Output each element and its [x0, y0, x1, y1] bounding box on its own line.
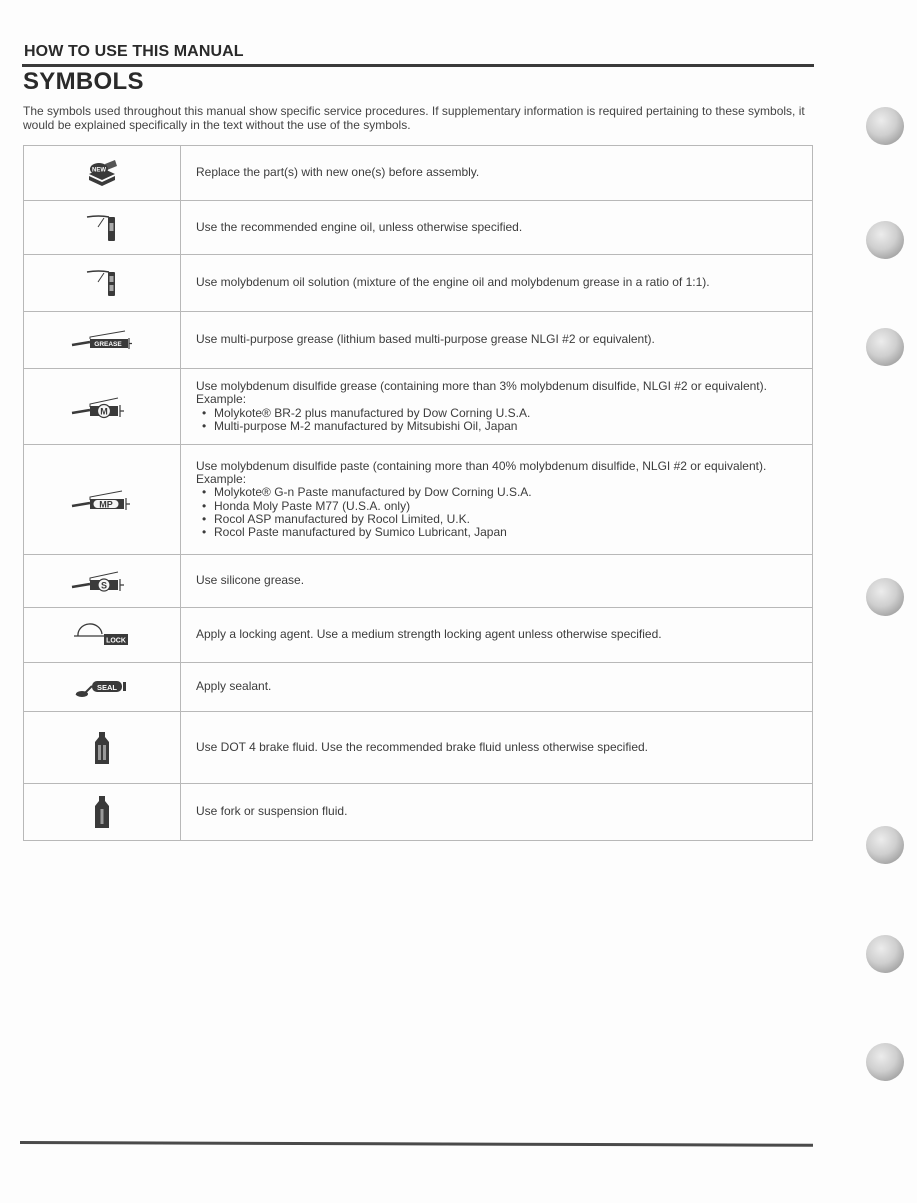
- icon-cell: [24, 255, 181, 312]
- svg-text:LOCK: LOCK: [106, 637, 126, 645]
- symbol-description: Apply a locking agent. Use a medium strength locking agent unless otherwise specified.: [181, 608, 813, 663]
- symbol-description: Use molybdenum disulfide grease (containing more than 3% molybdenum disulfide, NLGI #2 or equivalent).: [196, 378, 767, 393]
- symbols-table: [23, 145, 813, 841]
- brake-fluid-icon: [24, 730, 180, 766]
- heading-rule: [22, 64, 814, 67]
- icon-cell: [24, 312, 181, 369]
- symbol-description: Apply sealant.: [181, 663, 813, 712]
- symbol-description-cell: [181, 369, 813, 445]
- table-row: [24, 712, 813, 784]
- list-item: • Molykote® BR-2 plus manufactured by Dow Corning U.S.A.: [202, 407, 800, 420]
- grease-icon: [24, 329, 180, 351]
- svg-text:S: S: [100, 580, 108, 591]
- section-tab-marker[interactable]: [866, 578, 904, 616]
- table-row: [24, 608, 813, 663]
- locking-agent-icon: [24, 622, 180, 648]
- symbol-description: Use DOT 4 brake fluid. Use the recommended brake fluid unless otherwise specified.: [181, 712, 813, 784]
- intro-text: The symbols used throughout this manual show specific service procedures. If supplementary information is required pertaining to these symbols, it would be explained specifically in the text without the use of the symbols.: [23, 104, 805, 132]
- icon-cell: [24, 445, 181, 555]
- table-row: [24, 555, 813, 608]
- svg-text:M: M: [100, 406, 108, 416]
- icon-cell: [24, 146, 181, 201]
- svg-text:SEAL: SEAL: [96, 682, 118, 692]
- example-list: [196, 486, 800, 539]
- list-item: • Multi-purpose M-2 manufactured by Mitsubishi Oil, Japan: [202, 420, 800, 433]
- table-row: [24, 663, 813, 712]
- moly-paste-icon: [24, 488, 180, 512]
- table-row: [24, 146, 813, 201]
- section-tab-marker[interactable]: [866, 935, 904, 973]
- section-tab-marker[interactable]: [866, 107, 904, 145]
- symbol-description-cell: [181, 445, 813, 555]
- table-row: [24, 255, 813, 312]
- list-item: • Rocol Paste manufactured by Sumico Lubricant, Japan: [202, 526, 800, 539]
- section-tab-marker[interactable]: [866, 826, 904, 864]
- svg-text:MP: MP: [99, 499, 113, 509]
- section-heading: HOW TO USE THIS MANUAL: [24, 43, 244, 60]
- fork-fluid-icon: [24, 794, 180, 830]
- new-part-icon: [24, 158, 180, 188]
- list-item: • Honda Moly Paste M77 (U.S.A. only): [202, 500, 800, 513]
- table-row: [24, 784, 813, 841]
- symbol-description: Use fork or suspension fluid.: [181, 784, 813, 841]
- icon-cell: [24, 663, 181, 712]
- table-row: [24, 445, 813, 555]
- icon-cell: [24, 555, 181, 608]
- footer-rule: [20, 1141, 813, 1147]
- page-title: SYMBOLS: [23, 68, 144, 95]
- icon-cell: [24, 201, 181, 255]
- symbol-description: Use molybdenum disulfide paste (containing more than 40% molybdenum disulfide, NLGI #2 or equivalent).: [196, 458, 767, 473]
- list-item: • Rocol ASP manufactured by Rocol Limited, U.K.: [202, 513, 800, 526]
- moly-grease-icon: [24, 395, 180, 419]
- svg-text:NEW: NEW: [92, 167, 106, 174]
- symbol-description: Use molybdenum oil solution (mixture of the engine oil and molybdenum grease in a ratio of 1:1).: [181, 255, 813, 312]
- section-tab-marker[interactable]: [866, 328, 904, 366]
- symbol-description: Replace the part(s) with new one(s) before assembly.: [181, 146, 813, 201]
- svg-text:GREASE: GREASE: [94, 341, 122, 348]
- example-list: [196, 407, 800, 434]
- example-label: Example:: [196, 471, 247, 486]
- sealant-icon: [24, 676, 180, 698]
- symbol-description: Use silicone grease.: [181, 555, 813, 608]
- icon-cell: [24, 784, 181, 841]
- table-row: [24, 201, 813, 255]
- symbol-description: Use the recommended engine oil, unless otherwise specified.: [181, 201, 813, 255]
- molybdenum-oil-icon: [24, 268, 180, 298]
- icon-cell: [24, 369, 181, 445]
- example-label: Example:: [196, 392, 247, 407]
- symbol-description: Use multi-purpose grease (lithium based multi-purpose grease NLGI #2 or equivalent).: [181, 312, 813, 369]
- icon-cell: [24, 712, 181, 784]
- table-row: [24, 312, 813, 369]
- icon-cell: [24, 608, 181, 663]
- list-item: • Molykote® G-n Paste manufactured by Dow Corning U.S.A.: [202, 486, 800, 499]
- silicone-grease-icon: [24, 569, 180, 593]
- engine-oil-icon: [24, 213, 180, 243]
- section-tab-marker[interactable]: [866, 221, 904, 259]
- table-row: [24, 369, 813, 445]
- section-tab-marker[interactable]: [866, 1043, 904, 1081]
